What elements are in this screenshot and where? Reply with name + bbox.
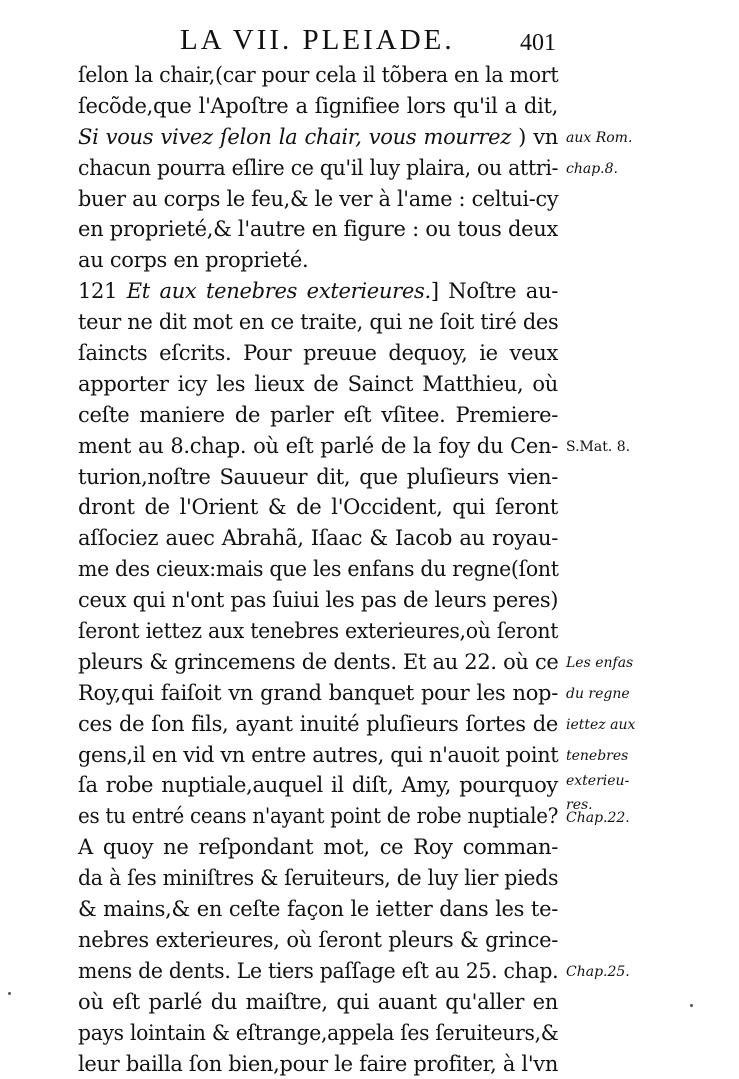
text-segment: da à ſes miniſtres & ſeruiteurs, de luy lier pieds bbox=[78, 866, 558, 890]
page-number: 401 bbox=[520, 28, 556, 58]
body-text bbox=[78, 60, 558, 1079]
text-segment: ] Noſtre au- bbox=[431, 279, 558, 303]
text-segment: A quoy ne reſpondant mot, ce Roy comman- bbox=[78, 835, 558, 859]
text-segment: en proprieté,& l'autre en figure : ou tous deux bbox=[78, 217, 558, 241]
text-segment: ment au 8.chap. où eſt parlé de la foy du Cen- bbox=[78, 434, 558, 458]
text-segment: es tu entré ceans n'ayant point de robe nuptiale? bbox=[78, 804, 558, 828]
text-line bbox=[78, 245, 558, 276]
text-line bbox=[78, 925, 558, 956]
margin-note: tenebres bbox=[566, 746, 628, 766]
text-line bbox=[78, 740, 558, 771]
text-segment: au corps en proprieté. bbox=[78, 248, 308, 272]
text-line bbox=[78, 523, 558, 554]
text-segment: gens,il en vid vn entre autres, qui n'auoit point bbox=[78, 743, 558, 767]
margin-note: exterieu- bbox=[566, 771, 629, 791]
text-line bbox=[78, 307, 558, 338]
text-line bbox=[78, 400, 558, 431]
paper-speck bbox=[8, 992, 11, 995]
text-line bbox=[78, 431, 558, 462]
text-line bbox=[78, 678, 558, 709]
text-line bbox=[78, 801, 558, 832]
text-segment: buer au corps le feu,& le ver à l'ame : celtui-cy bbox=[78, 187, 558, 211]
margin-note: aux Rom. bbox=[566, 128, 632, 148]
text-line bbox=[78, 184, 558, 215]
text-segment: Roy,qui faiſoit vn grand banquet pour les nop- bbox=[78, 681, 558, 705]
text-segment: nebres exterieures, où ſeront pleurs & grince- bbox=[78, 928, 558, 952]
text-line bbox=[78, 338, 558, 369]
margin-note: Chap.22. bbox=[566, 808, 630, 828]
text-line bbox=[78, 770, 558, 801]
text-line bbox=[78, 462, 558, 493]
italic-text: Et aux tenebres exterieures. bbox=[127, 279, 431, 303]
text-segment: où eſt parlé du maiſtre, qui auant qu'aller en bbox=[78, 990, 558, 1014]
margin-note: Les enfas bbox=[566, 653, 633, 673]
text-line bbox=[78, 60, 558, 91]
text-line bbox=[78, 276, 558, 307]
text-segment: me des cieux:mais que les enfans du regne(ſont bbox=[78, 557, 559, 581]
text-line bbox=[78, 863, 558, 894]
text-segment: ceux qui n'ont pas ſuiui les pas de leurs peres) bbox=[78, 588, 558, 612]
margin-note: du regne bbox=[566, 684, 630, 704]
text-line bbox=[78, 122, 558, 153]
text-segment: mens de dents. Le tiers paſſage eſt au 25. chap. bbox=[78, 959, 558, 983]
text-line bbox=[78, 956, 558, 987]
margin-note: res. bbox=[566, 795, 593, 815]
text-segment: teur ne dit mot en ce traite, qui ne ſoit tiré des bbox=[78, 310, 558, 334]
text-line bbox=[78, 616, 558, 647]
text-segment: ſeront iettez aux tenebres exterieures,où ſeront bbox=[78, 619, 558, 643]
text-segment: ſaincts eſcrits. Pour preuue dequoy, ie veux bbox=[78, 341, 558, 365]
text-line bbox=[78, 1049, 558, 1079]
text-segment: ceſte maniere de parler eſt vſitee. Premiere- bbox=[78, 403, 558, 427]
text-line bbox=[78, 585, 558, 616]
text-line bbox=[78, 894, 558, 925]
text-segment: ces de ſon fils, ayant inuité pluſieurs ſortes de bbox=[78, 712, 558, 736]
text-line bbox=[78, 492, 558, 523]
text-segment: ſelon la chair,(car pour cela il tõbera en la mort bbox=[78, 63, 558, 87]
text-line bbox=[78, 647, 558, 678]
text-segment: ſecõde,que l'Apoſtre a ſignifiee lors qu'il a dit, bbox=[78, 94, 558, 118]
text-line bbox=[78, 153, 558, 184]
italic-text: Si vous vivez ſelon la chair, vous mourrez bbox=[78, 125, 518, 149]
text-line bbox=[78, 369, 558, 400]
text-segment: turion,noſtre Sauueur dit, que pluſieurs vien- bbox=[78, 465, 558, 489]
margin-note: iettez aux bbox=[566, 715, 635, 735]
text-segment: ) vn bbox=[518, 125, 558, 149]
running-title: LA VII. PLEIADE. bbox=[180, 22, 455, 58]
paper-speck bbox=[690, 1004, 693, 1007]
margin-note: chap.8. bbox=[566, 159, 618, 179]
margin-note: S.Mat. 8. bbox=[566, 437, 630, 457]
text-segment: & mains,& en ceſte façon le ietter dans les te- bbox=[78, 897, 558, 921]
text-segment: ſa robe nuptiale,auquel il diſt, Amy, pourquoy bbox=[78, 773, 558, 797]
text-segment: chacun pourra eſlire ce qu'il luy plaira, ou attri- bbox=[78, 156, 558, 180]
text-line bbox=[78, 554, 558, 585]
text-line bbox=[78, 987, 558, 1018]
text-segment: 121 bbox=[78, 279, 127, 303]
margin-note: Chap.25. bbox=[566, 962, 630, 982]
text-segment: pays lointain & eſtrange,appela ſes ſeruiteurs,& bbox=[78, 1021, 559, 1045]
text-line bbox=[78, 91, 558, 122]
text-segment: leur bailla ſon bien,pour le faire profiter, à l'vn bbox=[78, 1052, 558, 1076]
text-line bbox=[78, 214, 558, 245]
text-segment: pleurs & grincemens de dents. Et au 22. où ce bbox=[78, 650, 559, 674]
text-line bbox=[78, 832, 558, 863]
text-segment: dront de l'Orient & de l'Occident, qui ſeront bbox=[78, 495, 558, 519]
text-segment: aſſociez auec Abrahã, Iſaac & Iacob au royau- bbox=[78, 526, 558, 550]
text-line bbox=[78, 709, 558, 740]
text-segment: apporter icy les lieux de Sainct Matthieu, où bbox=[78, 372, 558, 396]
text-line bbox=[78, 1018, 558, 1049]
